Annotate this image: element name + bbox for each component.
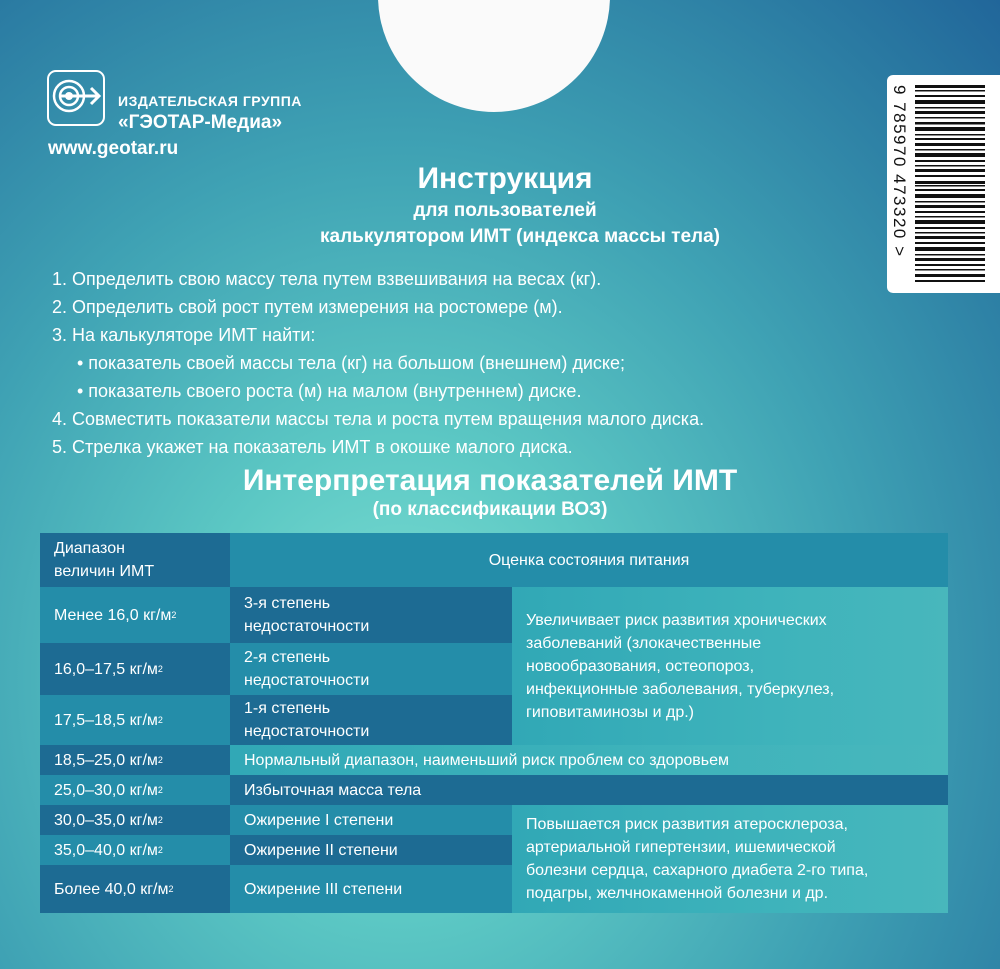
range-cell: 25,0–30,0 кг/м 2 (40, 775, 230, 805)
publisher-name (118, 90, 302, 134)
publisher-line2: «ГЭОТАР-Медиа» (118, 112, 283, 133)
barcode-digits: 9 785970 473320 > (890, 85, 909, 258)
status-cell: Ожирение III степени (230, 865, 512, 913)
instruction-step: 2. Определить свой рост путем измерения на ростомере (м). (52, 297, 563, 317)
publisher-logo-icon (47, 70, 105, 126)
publisher-line1: ИЗДАТЕЛЬСКАЯ ГРУППА (118, 93, 302, 109)
disc-cutout (378, 0, 610, 112)
status-cell: 2-я степень недостаточности (230, 643, 512, 695)
range-cell: 17,5–18,5 кг/м 2 (40, 695, 230, 745)
header-range-line2: величин ИМТ (54, 563, 155, 580)
status-cell: Ожирение I степени (230, 805, 512, 835)
status-cell-normal: Нормальный диапазон, наименьший риск проблем со здоровьем (230, 745, 948, 775)
risk-underweight: Увеличивает риск развития хронических заболеваний (злокачественные новообразования, остеопороз, инфекционные заболевания, туберкулез, гиповитаминозы и др.) (512, 587, 948, 745)
risk-obesity: Повышается риск развития атеросклероза, артериальной гипертензии, ишемической болезни сердца, сахарного диабета 2-го типа, подагры, желчнокаменной болезни и др. (512, 805, 948, 913)
instruction-step: 3. На калькуляторе ИМТ найти: (52, 325, 316, 345)
range-cell: Менее 16,0 кг/м 2 (40, 587, 230, 643)
range-cell: Более 40,0 кг/м 2 (40, 865, 230, 913)
header-assessment: Оценка состояния питания (230, 533, 948, 587)
status-cell: Избыточная масса тела (230, 775, 948, 805)
instructions-title: Инструкция (417, 162, 593, 195)
range-cell: 35,0–40,0 кг/м 2 (40, 835, 230, 865)
instruction-bullet: • показатель своего роста (м) на малом (внутреннем) диске. (77, 381, 582, 401)
status-cell: Ожирение II степени (230, 835, 512, 865)
header-range-line1: Диапазон (54, 540, 125, 557)
publisher-website[interactable]: www.geotar.ru (48, 138, 179, 159)
instruction-step: 1. Определить свою массу тела путем взвешивания на весах (кг). (52, 269, 602, 289)
instruction-bullet: • показатель своей массы тела (кг) на большом (внешнем) диске; (77, 353, 626, 373)
bmi-table (40, 533, 948, 913)
interpretation-subtitle: (по классификации ВОЗ) (372, 499, 608, 520)
instruction-step: 4. Совместить показатели массы тела и роста путем вращения малого диска. (52, 409, 705, 429)
status-cell: 1-я степень недостаточности (230, 695, 512, 745)
instructions-subtitle-2: калькулятором ИМТ (индекса массы тела) (320, 226, 720, 247)
range-cell: 16,0–17,5 кг/м 2 (40, 643, 230, 695)
instructions-subtitle-1: для пользователей (413, 200, 597, 221)
interpretation-title: Интерпретация показателей ИМТ (242, 464, 738, 497)
status-cell: 3-я степень недостаточности (230, 587, 512, 643)
instruction-step: 5. Стрелка укажет на показатель ИМТ в окошке малого диска. (52, 437, 573, 457)
range-cell: 18,5–25,0 кг/м 2 (40, 745, 230, 775)
header-range (40, 533, 230, 587)
range-cell: 30,0–35,0 кг/м 2 (40, 805, 230, 835)
instructions-list (52, 265, 704, 461)
